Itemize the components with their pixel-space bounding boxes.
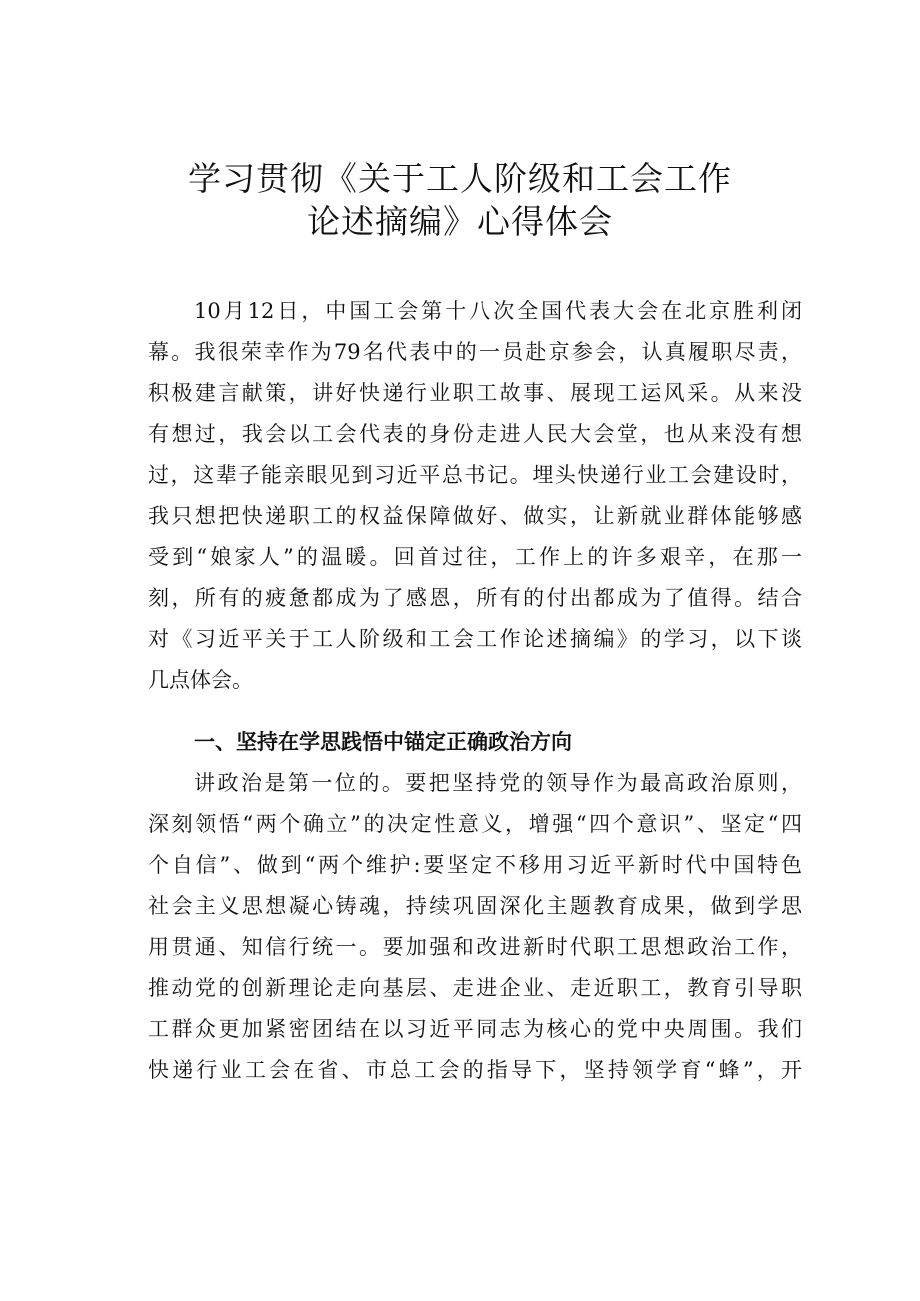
paragraph-1-line: 我只想把快递职工的权益保障做好、做实，让新就业群体能够感 [148, 504, 802, 528]
paragraph-1-line: 10月12日，中国工会第十八次全国代表大会在北京胜利闭 [194, 299, 802, 323]
paragraph-1-line: 积极建言献策，讲好快递行业职工故事、展现工运风采。从来没 [148, 381, 802, 405]
paragraph-2-line: 工群众更加紧密团结在以习近平同志为核心的党中央周围。我们 [148, 1017, 802, 1041]
section-1-heading: 一、坚持在学思践悟中锚定正确政治方向 [194, 730, 572, 754]
paragraph-2-line: 深刻领悟“两个确立”的决定性意义，增强“四个意识”、坚定“四 [148, 812, 802, 836]
paragraph-2-line: 讲政治是第一位的。要把坚持党的领导作为最高政治原则， [194, 771, 802, 795]
paragraph-2-line: 个自信”、做到“两个维护:要坚定不移用习近平新时代中国特色 [148, 853, 802, 877]
paragraph-2-line: 快递行业工会在省、市总工会的指导下，坚持领学育“蜂”，开 [148, 1058, 802, 1082]
paragraph-1-line: 刻，所有的疲惫都成为了感恩，所有的付出都成为了值得。结合 [148, 586, 802, 610]
paragraph-1-line: 过，这辈子能亲眼见到习近平总书记。埋头快递行业工会建设时， [148, 463, 802, 487]
paragraph-1-line: 幕。我很荣幸作为79名代表中的一员赴京参会，认真履职尽责， [148, 340, 802, 364]
paragraph-1-line: 有想过，我会以工会代表的身份走进人民大会堂，也从来没有想 [148, 422, 802, 446]
paragraph-2-line: 社会主义思想凝心铸魂，持续巩固深化主题教育成果，做到学思 [148, 894, 802, 918]
document-title-line-1: 学习贯彻《关于工人阶级和工会工作 [188, 159, 732, 198]
paragraph-1-line: 受到“娘家人”的温暖。回首过往，工作上的许多艰辛，在那一 [148, 545, 802, 569]
paragraph-2-line: 推动党的创新理论走向基层、走进企业、走近职工，教育引导职 [148, 976, 802, 1000]
paragraph-1-line: 对《习近平关于工人阶级和工会工作论述摘编》的学习，以下谈 [148, 627, 802, 651]
document-title-line-2: 论述摘编》心得体会 [307, 202, 613, 241]
paragraph-1-line: 几点体会。 [148, 668, 253, 692]
paragraph-2-line: 用贯通、知信行统一。要加强和改进新时代职工思想政治工作， [148, 935, 802, 959]
